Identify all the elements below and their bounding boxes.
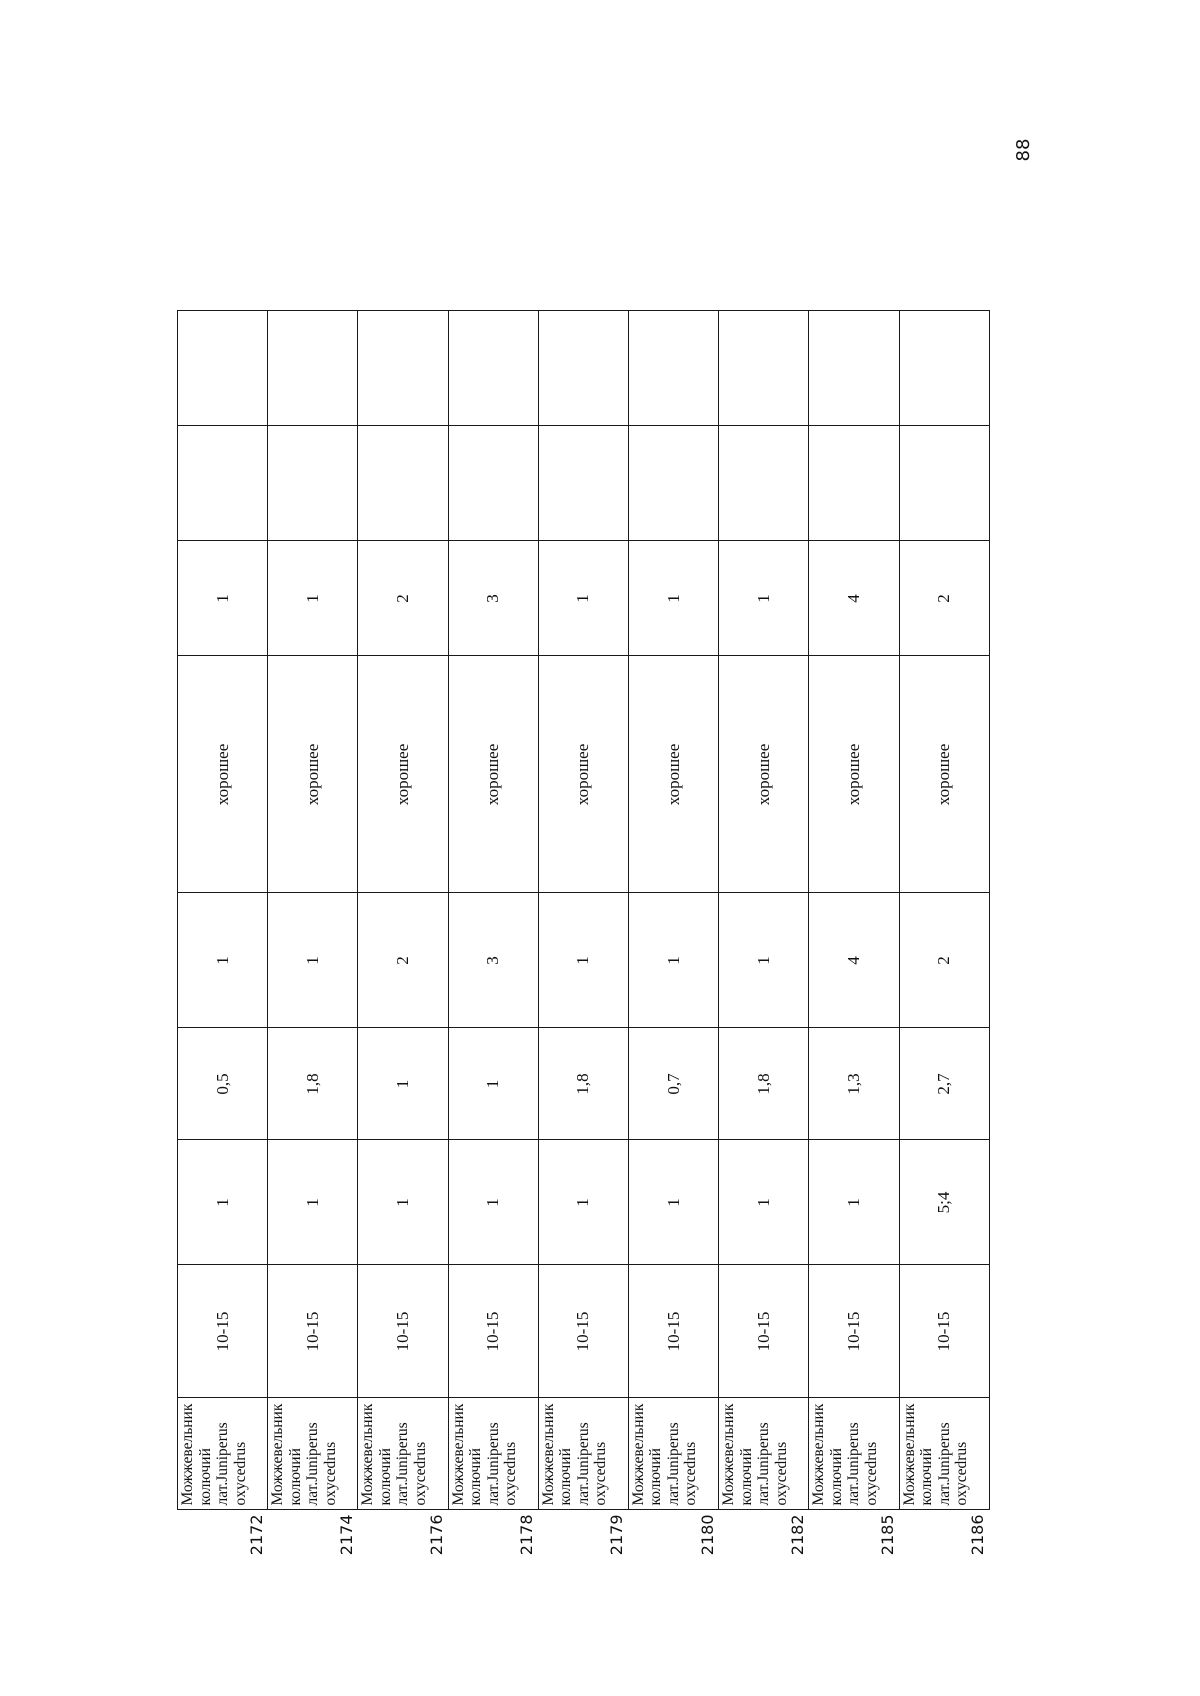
table-body bbox=[178, 311, 990, 1560]
count-cell: 1 bbox=[268, 1140, 358, 1265]
value-cell: 3 bbox=[448, 893, 538, 1028]
height-cell: 1,8 bbox=[719, 1028, 809, 1140]
row-id: 2174 bbox=[336, 1514, 356, 1556]
species-descriptor: колючий bbox=[647, 1448, 665, 1506]
species-cell bbox=[268, 1398, 358, 1510]
rotated-table-frame bbox=[177, 215, 1007, 1560]
species-latin-name: oxycedrus bbox=[862, 1441, 880, 1506]
empty-cell bbox=[178, 426, 268, 541]
count-cell: 1 bbox=[538, 1140, 628, 1265]
species-descriptor: колючий bbox=[557, 1448, 575, 1506]
species-name: Можжевельник bbox=[179, 1403, 196, 1506]
value-cell-2: 1 bbox=[268, 541, 358, 656]
row-id: 2178 bbox=[517, 1514, 537, 1556]
species-name: Можжевельник bbox=[900, 1403, 918, 1506]
species-name: Можжевельник bbox=[810, 1403, 828, 1506]
count-cell: 1 bbox=[358, 1140, 448, 1265]
species-descriptor: колючий bbox=[196, 1448, 214, 1506]
height-cell: 0,5 bbox=[178, 1028, 268, 1140]
species-latin-name: oxycedrus bbox=[231, 1441, 249, 1506]
value-cell-2: 1 bbox=[628, 541, 718, 656]
value-cell-2: 1 bbox=[719, 541, 809, 656]
species-cell bbox=[719, 1398, 809, 1510]
species-latin-prefix: лат.Juniperus bbox=[845, 1422, 863, 1506]
count-cell: 1 bbox=[809, 1140, 899, 1265]
trees-table bbox=[177, 311, 990, 1561]
count-cell: 1 bbox=[628, 1140, 718, 1265]
empty-cell bbox=[628, 311, 718, 426]
height-cell: 1,8 bbox=[268, 1028, 358, 1140]
empty-cell bbox=[628, 426, 718, 541]
species-latin-prefix: лат.Juniperus bbox=[394, 1422, 412, 1506]
age-cell: 10-15 bbox=[178, 1265, 268, 1398]
empty-cell bbox=[809, 311, 899, 426]
condition-cell: хорошее bbox=[538, 656, 628, 893]
value-cell: 1 bbox=[538, 893, 628, 1028]
height-cell: 0,7 bbox=[628, 1028, 718, 1140]
table-row bbox=[178, 311, 268, 1560]
species-descriptor: колючий bbox=[737, 1448, 755, 1506]
species-latin-prefix: лат.Juniperus bbox=[935, 1422, 953, 1506]
value-cell-2: 1 bbox=[178, 541, 268, 656]
species-latin-name: oxycedrus bbox=[321, 1441, 339, 1506]
species-latin-prefix: лат.Juniperus bbox=[484, 1422, 502, 1506]
count-cell: 1 bbox=[448, 1140, 538, 1265]
species-latin-prefix: лат.Juniperus bbox=[214, 1422, 231, 1506]
age-cell: 10-15 bbox=[448, 1265, 538, 1398]
value-cell: 2 bbox=[899, 893, 989, 1028]
species-name: Можжевельник bbox=[629, 1403, 647, 1506]
condition-cell: хорошее bbox=[809, 656, 899, 893]
row-id: 2176 bbox=[427, 1514, 447, 1556]
table-row bbox=[448, 311, 538, 1560]
value-cell: 1 bbox=[719, 893, 809, 1028]
species-cell bbox=[358, 1398, 448, 1510]
species-descriptor: колючий bbox=[467, 1448, 485, 1506]
species-latin-name: oxycedrus bbox=[411, 1441, 429, 1506]
species-latin-name: oxycedrus bbox=[772, 1441, 790, 1506]
empty-cell bbox=[268, 426, 358, 541]
species-cell bbox=[538, 1398, 628, 1510]
table-row bbox=[628, 311, 718, 1560]
value-cell-2: 2 bbox=[899, 541, 989, 656]
condition-cell: хорошее bbox=[268, 656, 358, 893]
species-latin-name: oxycedrus bbox=[502, 1441, 520, 1506]
empty-cell bbox=[719, 426, 809, 541]
row-id: 2185 bbox=[878, 1514, 897, 1556]
page-number: 88 bbox=[1013, 138, 1034, 162]
empty-cell bbox=[448, 426, 538, 541]
empty-cell bbox=[809, 426, 899, 541]
age-cell: 10-15 bbox=[899, 1265, 989, 1398]
species-cell bbox=[628, 1398, 718, 1510]
condition-cell: хорошее bbox=[358, 656, 448, 893]
table-row bbox=[268, 311, 358, 1560]
empty-cell bbox=[268, 311, 358, 426]
age-cell: 10-15 bbox=[538, 1265, 628, 1398]
table-row bbox=[899, 311, 989, 1560]
species-name: Можжевельник bbox=[269, 1403, 287, 1506]
species-latin-prefix: лат.Juniperus bbox=[574, 1422, 592, 1506]
height-cell: 2,7 bbox=[899, 1028, 989, 1140]
species-latin-name: oxycedrus bbox=[682, 1441, 700, 1506]
species-descriptor: колючий bbox=[376, 1448, 394, 1506]
empty-cell bbox=[178, 311, 268, 426]
value-cell-2: 1 bbox=[538, 541, 628, 656]
age-cell: 10-15 bbox=[809, 1265, 899, 1398]
empty-cell bbox=[448, 311, 538, 426]
count-cell: 1 bbox=[719, 1140, 809, 1265]
species-name: Можжевельник bbox=[539, 1403, 557, 1506]
count-cell: 1 bbox=[178, 1140, 268, 1265]
species-latin-prefix: лат.Juniperus bbox=[755, 1422, 773, 1506]
table-row bbox=[719, 311, 809, 1560]
age-cell: 10-15 bbox=[628, 1265, 718, 1398]
species-name: Можжевельник bbox=[359, 1403, 377, 1506]
value-cell: 1 bbox=[628, 893, 718, 1028]
row-id: 2186 bbox=[968, 1514, 988, 1556]
empty-cell bbox=[719, 311, 809, 426]
condition-cell: хорошее bbox=[628, 656, 718, 893]
species-cell bbox=[448, 1398, 538, 1510]
species-cell bbox=[809, 1398, 899, 1510]
height-cell: 1 bbox=[448, 1028, 538, 1140]
species-name: Можжевельник bbox=[720, 1403, 738, 1506]
row-id: 2179 bbox=[607, 1514, 627, 1556]
species-descriptor: колючий bbox=[918, 1448, 935, 1506]
empty-cell bbox=[358, 426, 448, 541]
species-descriptor: колючий bbox=[827, 1448, 845, 1506]
species-cell bbox=[899, 1398, 989, 1510]
value-cell: 1 bbox=[268, 893, 358, 1028]
height-cell: 1 bbox=[358, 1028, 448, 1140]
value-cell: 4 bbox=[809, 893, 899, 1028]
species-latin-prefix: лат.Juniperus bbox=[304, 1422, 322, 1506]
value-cell: 2 bbox=[358, 893, 448, 1028]
species-cell bbox=[178, 1398, 268, 1510]
row-id: 2180 bbox=[697, 1514, 717, 1556]
table-row bbox=[538, 311, 628, 1560]
table-row bbox=[809, 311, 899, 1560]
empty-cell bbox=[538, 311, 628, 426]
age-cell: 10-15 bbox=[268, 1265, 358, 1398]
empty-cell bbox=[899, 311, 989, 426]
count-cell: 5;4 bbox=[899, 1140, 989, 1265]
age-cell: 10-15 bbox=[719, 1265, 809, 1398]
value-cell-2: 3 bbox=[448, 541, 538, 656]
condition-cell: хорошее bbox=[899, 656, 989, 893]
value-cell: 1 bbox=[178, 893, 268, 1028]
empty-cell bbox=[538, 426, 628, 541]
table-row bbox=[358, 311, 448, 1560]
species-latin-name: oxycedrus bbox=[953, 1441, 970, 1506]
value-cell-2: 2 bbox=[358, 541, 448, 656]
species-latin-prefix: лат.Juniperus bbox=[664, 1422, 682, 1506]
height-cell: 1,8 bbox=[538, 1028, 628, 1140]
condition-cell: хорошее bbox=[178, 656, 268, 893]
age-cell: 10-15 bbox=[358, 1265, 448, 1398]
empty-cell bbox=[899, 426, 989, 541]
row-id: 2182 bbox=[787, 1514, 807, 1556]
empty-cell bbox=[358, 311, 448, 426]
species-descriptor: колючий bbox=[286, 1448, 304, 1506]
value-cell-2: 4 bbox=[809, 541, 899, 656]
species-name: Можжевельник bbox=[449, 1403, 467, 1506]
condition-cell: хорошее bbox=[448, 656, 538, 893]
condition-cell: хорошее bbox=[719, 656, 809, 893]
species-latin-name: oxycedrus bbox=[592, 1441, 610, 1506]
height-cell: 1,3 bbox=[809, 1028, 899, 1140]
row-id: 2172 bbox=[246, 1514, 266, 1556]
